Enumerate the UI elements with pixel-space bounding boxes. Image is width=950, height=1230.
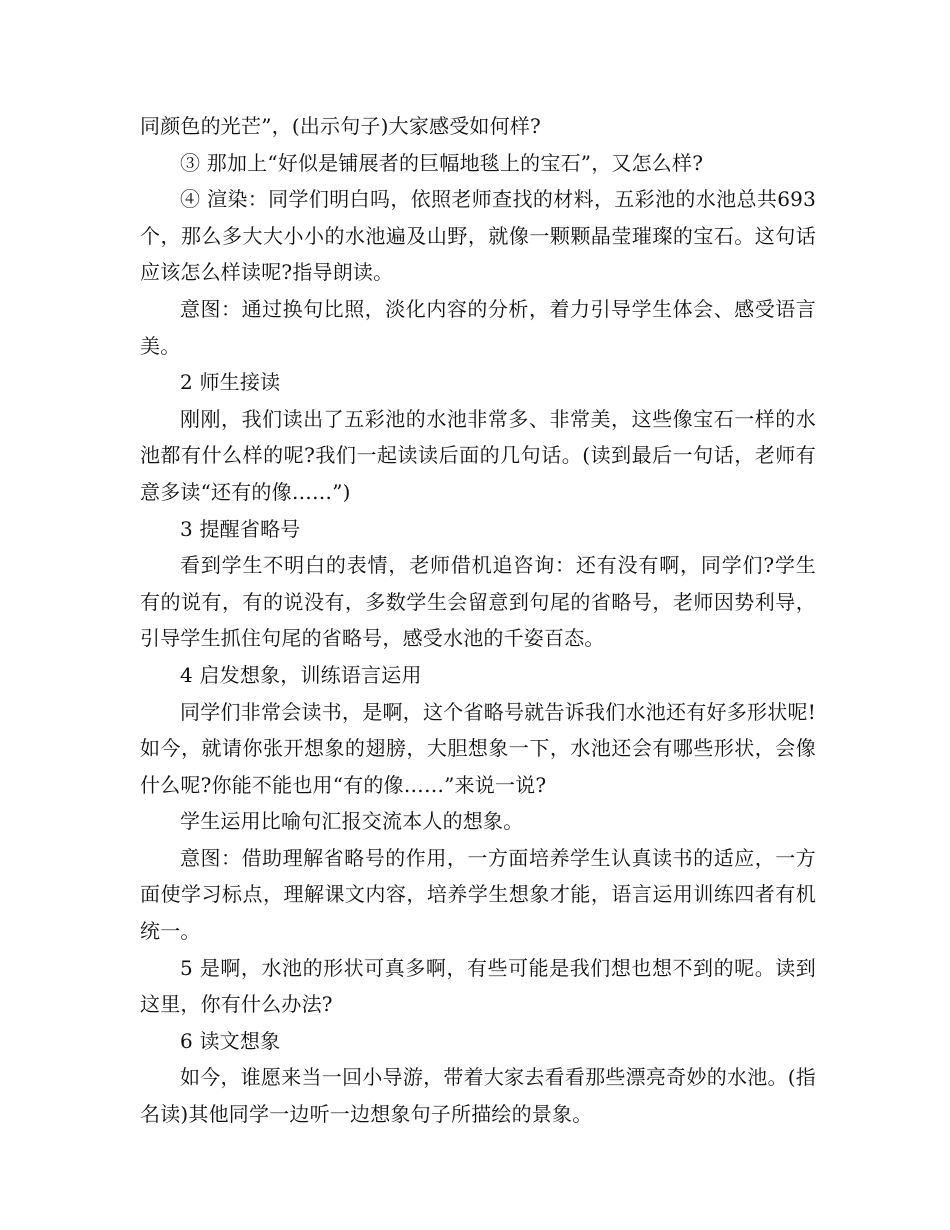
paragraph: 同颜色的光芒”，(出示句子)大家感受如何样? (140, 114, 541, 138)
section-heading: 3 提醒省略号 (180, 516, 301, 541)
paragraph: ③ 那加上“好似是铺展者的巨幅地毯上的宝石”，又怎么样? (180, 150, 704, 175)
paragraph: 学生运用比喻句汇报交流本人的想象。 (180, 809, 524, 834)
paragraph: 刚刚，我们读出了五彩池的水池非常多、非常美，这些像宝石一样的水池都有什么样的呢?我们一起读读后面的几句话。(读到最后一句话，老师有意多读“还有的像……”) (140, 406, 816, 504)
paragraph: 如今，谁愿来当一回小导游，带着大家去看看那些漂亮奇妙的水池。(指名读)其他同学一边听一边想象句子所描绘的景象。 (140, 1065, 816, 1127)
section-heading: 2 师生接读 (180, 370, 281, 395)
document-page (140, 108, 816, 1133)
paragraph: 同学们非常会读书，是啊，这个省略号就告诉我们水池还有好多形状呢!如今，就请你张开想象的翅膀，大胆想象一下，水池还会有哪些形状，会像什么呢?你能不能也用“有的像……”来说一说? (140, 699, 816, 797)
paragraph: ④ 渲染：同学们明白吗，依照老师查找的材料，五彩池的水池总共693个，那么多大大小小的水池遍及山野，就像一颗颗晶莹璀璨的宝石。这句话应该怎么样读呢?指导朗读。 (140, 187, 816, 285)
section-heading: 6 读文想象 (180, 1028, 281, 1053)
paragraph: 看到学生不明白的表情，老师借机追咨询：还有没有啊，同学们?学生有的说有，有的说没有，多数学生会留意到句尾的省略号，老师因势利导，引导学生抓住句尾的省略号，感受水池的千姿百态。 (140, 553, 816, 651)
paragraph: 5 是啊，水池的形状可真多啊，有些可能是我们想也想不到的呢。读到这里，你有什么办法? (140, 955, 816, 1017)
paragraph: 意图：通过换句比照，淡化内容的分析，着力引导学生体会、感受语言美。 (140, 296, 816, 358)
paragraph: 意图：借助理解省略号的作用，一方面培养学生认真读书的适应，一方面使学习标点，理解课文内容，培养学生想象才能，语言运用训练四者有机统一。 (140, 845, 816, 944)
section-heading: 4 启发想象，训练语言运用 (180, 662, 422, 687)
